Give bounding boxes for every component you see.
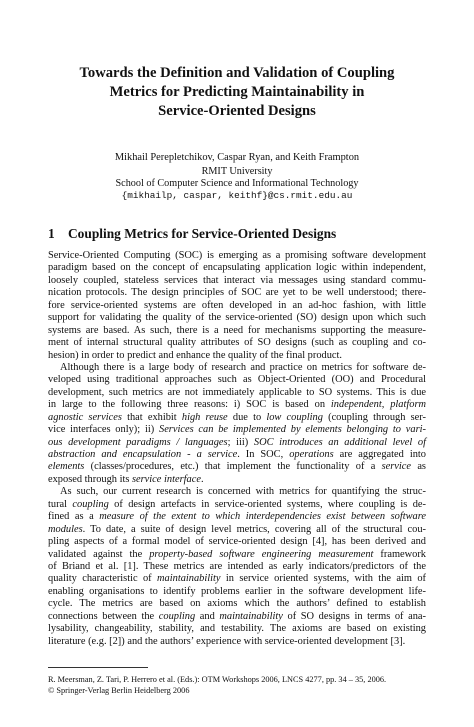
text-run: (coupling through ser- (322, 411, 427, 423)
text-run: literature (e.g. [2]) and the authors’ experience with service-oriented development [3]. (48, 635, 406, 647)
text-run: veloped using traditional approaches such as Object-Oriented (OO) and Procedural (48, 374, 426, 386)
emphasized-text: Services can be implemented by elements belonging to vari- (159, 424, 427, 436)
text-run: Although there is a large body of research and practice on metrics for software de- (60, 361, 426, 373)
text-line (48, 623, 426, 635)
text-run: quality characteristic of (48, 573, 158, 585)
section-heading (48, 226, 336, 242)
emphasized-text: service interface (131, 473, 201, 485)
text-line (48, 636, 426, 648)
text-line (48, 412, 426, 424)
text-run: Service-Oriented Computing (SOC) is emerging as a promising software development (48, 250, 426, 261)
affiliation-block (40, 166, 434, 203)
text-run: of Briand et al. [1]. These metrics are intended as early indicators/predictors of the (48, 560, 426, 572)
text-run: . (200, 473, 204, 485)
footer-copyright: © Springer-Verlag Berlin Heidelberg 2006 (48, 685, 190, 695)
title-line-3: Service-Oriented Designs (158, 103, 316, 119)
text-line (48, 561, 426, 573)
text-run: of design artefacts in service-oriented systems, where coupling is de- (108, 498, 426, 510)
emphasized-text: property-based software engineering measurement (149, 548, 374, 560)
emphasized-text: ous development paradigms / languages (48, 436, 228, 448)
author-list: Mikhail Perepletchikov, Caspar Ryan, and Keith Frampton (114, 152, 360, 163)
text-run: (classes/procedures, etc.) that implement the functionality of a (84, 461, 382, 473)
text-line (48, 524, 426, 536)
text-line (48, 424, 426, 436)
emphasized-text: measure of the extent to which interdependencies exist between software (99, 511, 426, 523)
text-run: in service oriented systems, with the aim of (220, 573, 426, 585)
text-line (48, 374, 426, 386)
emphasized-text: independent, platform (330, 399, 426, 411)
title-line-2: Metrics for Predicting Maintainability in (109, 84, 365, 100)
affiliation-university: RMIT University (201, 166, 273, 177)
text-run: systems are based. As such, there is a need for mechanisms supporting the measure- (48, 324, 426, 336)
title-line-1: Towards the Definition and Validation of Coupling (79, 65, 395, 81)
text-run: paradigm based on the concept of encapsulating application logic within independent, (48, 262, 426, 274)
emphasized-text: modules (48, 523, 83, 535)
emphasized-text: service (381, 461, 412, 473)
page-footer (48, 675, 438, 696)
text-line (48, 350, 426, 362)
text-run: enabling organisations to identify problems earlier in the software development life- (48, 585, 426, 597)
text-line (48, 399, 426, 411)
text-run: validated against the (48, 548, 150, 560)
text-line (48, 536, 426, 548)
text-line (48, 300, 426, 312)
section-body (48, 250, 426, 648)
text-run: development, such metrics are not immediately applicable to SO systems. This is due (48, 386, 426, 398)
text-line (48, 573, 426, 585)
text-run: ment of internal structural quality attributes of SO designs (such as coupling and co- (48, 337, 426, 349)
text-run: framework (373, 548, 426, 560)
text-run: of SO designs in terms of ana- (282, 610, 426, 622)
text-run: that exhibit (121, 411, 182, 423)
text-run: lysability, changeability, stability, and testability. The axioms are based on existing (48, 623, 426, 635)
emphasized-text: maintainability (157, 573, 221, 585)
author-emails: {mikhailp, caspar, keithf}@cs.rmit.edu.au (121, 190, 353, 202)
text-line (48, 611, 426, 623)
text-run: tural (48, 498, 73, 510)
affiliation-school: School of Computer Science and Informational Technology (115, 178, 359, 190)
text-line (48, 586, 426, 598)
emphasized-text: coupling (72, 498, 109, 510)
emphasized-text: coupling (158, 610, 196, 622)
text-run: fore service-oriented systems are often developed in an ad-hoc fashion, with little (48, 299, 426, 311)
text-run: in large to the following three reasons: i) SOC is based on (48, 399, 331, 411)
text-run: . In SOC, (237, 449, 290, 460)
footer-citation: R. Meersman, Z. Tari, P. Herrero et al. (Eds.): OTM Workshops 2006, LNCS 4277, pp. 34 – 35, 2006. (48, 675, 387, 684)
text-line (48, 474, 426, 486)
text-line (48, 598, 426, 610)
text-line (48, 499, 426, 511)
text-run: are aggregated into (333, 449, 426, 460)
text-run: vice interfaces only); ii) (48, 424, 159, 436)
emphasized-text: maintainability (219, 610, 283, 622)
text-run: cycle. The metrics are based on axioms which the authors’ defined to establish (48, 598, 426, 610)
text-line (48, 325, 426, 337)
paper-title (40, 64, 434, 121)
text-line (48, 437, 426, 449)
text-run: exposed through its (48, 473, 132, 485)
emphasized-text: SOC introduces an additional level of (253, 436, 427, 448)
emphasized-text: abstraction and encapsulation - a service (48, 449, 238, 460)
footer-divider (48, 667, 148, 668)
text-run: hesion) in order to predict and enhance the quality of the final product. (48, 349, 343, 361)
text-line (48, 461, 426, 473)
text-run: nication protocols. The design principles of SOC are yet to be well understood; there- (48, 287, 426, 299)
emphasized-text: low coupling (266, 411, 323, 423)
text-run: fined as a (48, 511, 100, 523)
text-run: as (411, 461, 426, 473)
text-line (48, 287, 426, 299)
text-run: loosely coupled, stateless services that interact via messages using standard commu- (48, 274, 426, 286)
text-run: . To date, a suite of design level metrics, covering all of the structural cou- (82, 523, 426, 535)
emphasized-text: elements (48, 461, 85, 473)
text-line (48, 275, 426, 287)
text-line (48, 312, 426, 324)
text-line (48, 549, 426, 561)
text-line (48, 387, 426, 399)
text-run: ; iii) (227, 436, 254, 448)
text-line (48, 262, 426, 274)
text-line (48, 337, 426, 349)
text-run: pling aspects of a formal model of service-oriented design [4], has been derived and (48, 536, 426, 548)
emphasized-text: agnostic services (48, 411, 122, 423)
text-line (48, 486, 426, 498)
emphasized-text: high reuse (181, 411, 228, 423)
text-run: support for validating the quality of the service-oriented (SO) design upon which such (48, 312, 426, 324)
text-line (48, 449, 426, 461)
text-run: due to (227, 411, 267, 423)
text-line (48, 362, 426, 374)
text-line (48, 250, 426, 262)
text-run: As such, our current research is concerned with metrics for quantifying the struc- (60, 486, 426, 498)
text-run: and (195, 610, 220, 622)
section-title: Coupling Metrics for Service-Oriented Designs (68, 226, 337, 241)
text-line (48, 511, 426, 523)
text-run: connections between the (48, 610, 159, 622)
section-number: 1 (48, 226, 55, 241)
emphasized-text: operations (289, 449, 334, 460)
